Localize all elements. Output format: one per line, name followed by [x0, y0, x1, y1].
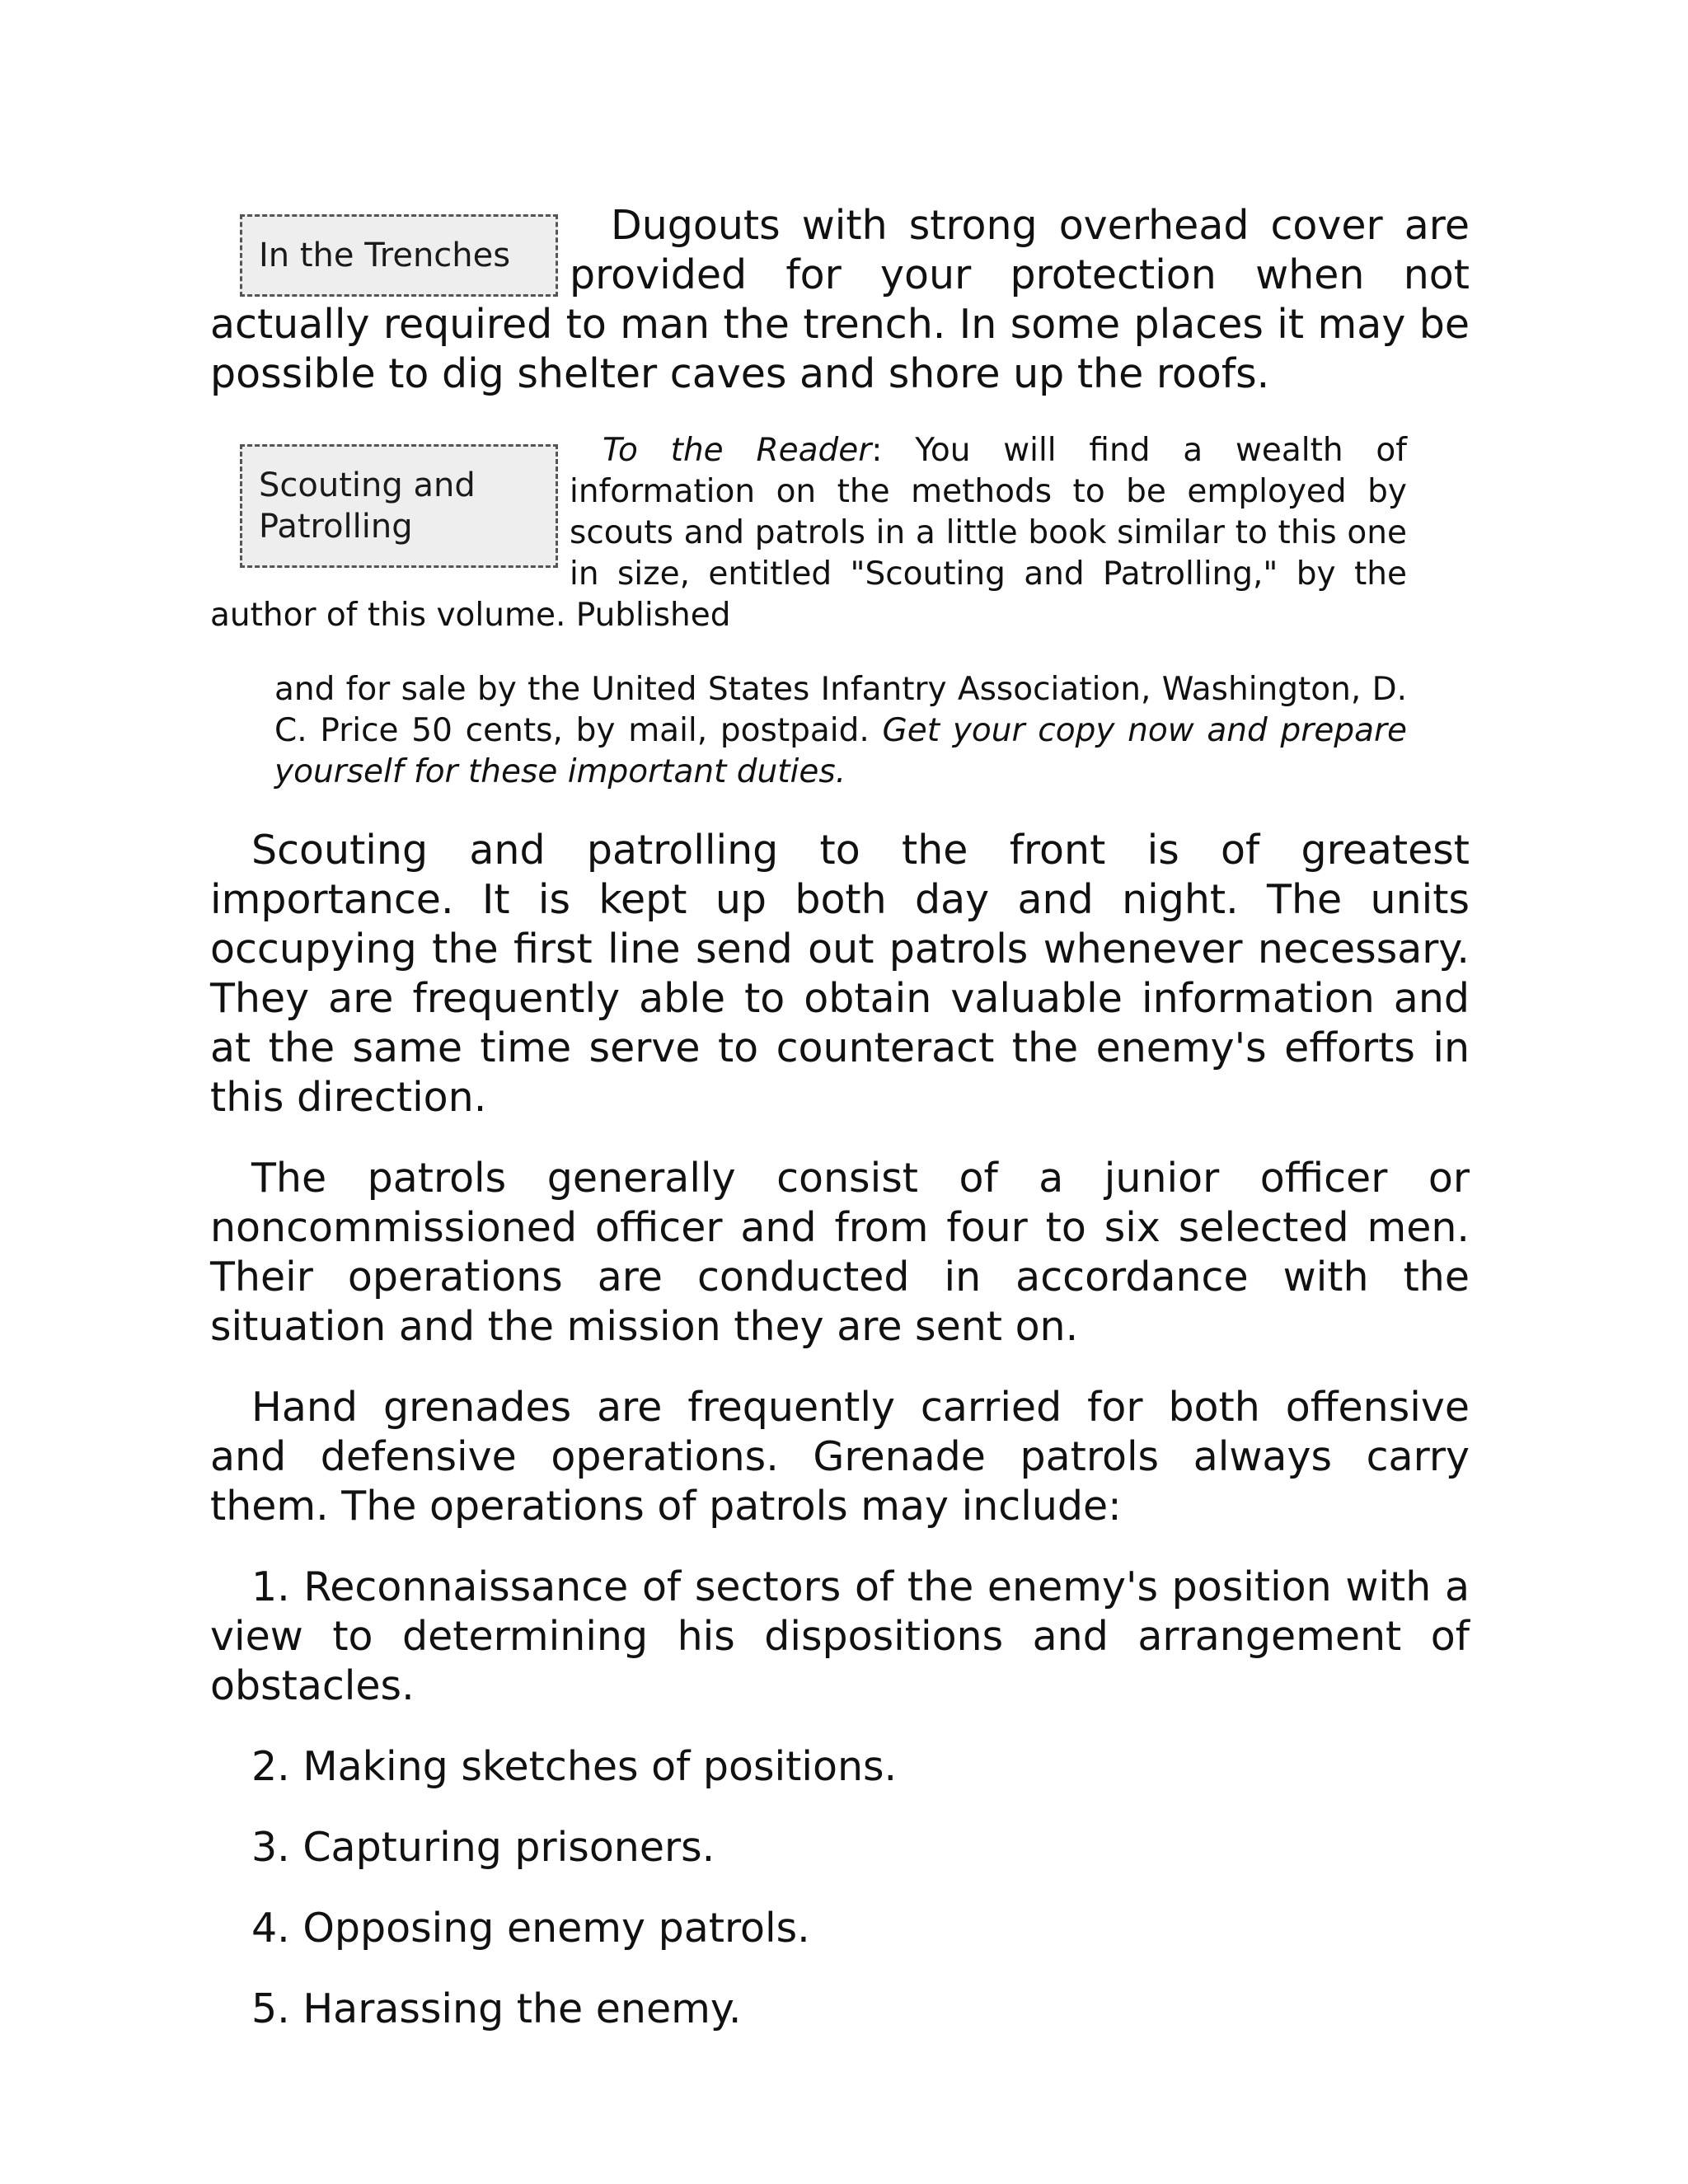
reader-note-text-2: and for sale by the United States Infantry Association, Washington, D. C. Price 50 cents, by mail, postpaid.	[274, 671, 1407, 749]
sidenote-in-the-trenches-text: In the Trenches	[259, 237, 511, 274]
sidenote-scouting-line-2: Patrolling	[259, 508, 413, 546]
paragraph-grenades: Hand grenades are frequently carried for both offensive and defensive operations. Grenade patrols always carry them. The operations of patrols may include:	[210, 1384, 1470, 1530]
reader-note-continued	[210, 669, 1407, 793]
paragraph-scouting: Scouting and patrolling to the front is of greatest importance. It is kept up both day and night. The units occupying the first line send out patrols whenever necessary. They are frequently able to obtain valuable information and at the same time serve to counteract the enemy's efforts in this direction.	[210, 827, 1470, 1121]
sidenote-scouting-line-1: Scouting and	[259, 466, 476, 504]
reader-note-continuation	[210, 669, 1407, 793]
list-item-5: 5. Harassing the enemy.	[251, 1985, 742, 2032]
list-item-4: 4. Opposing enemy patrols.	[251, 1905, 810, 1952]
reader-note-lead: To the Reader	[603, 432, 872, 469]
sidenote-scouting-and-patrolling	[240, 444, 558, 568]
sidenote-in-the-trenches	[240, 214, 558, 297]
document-page	[210, 201, 1470, 2034]
paragraph-patrols: The patrols generally consist of a junior officer or noncommissioned officer and from four to six selected men. Their operations are conducted in accordance with the situation and the mission they are sent on.	[210, 1155, 1470, 1350]
reader-note-closing: Get your copy now and prepare yourself for these important duties.	[274, 712, 1408, 790]
list-item-1: 1. Reconnaissance of sectors of the enemy's position with a view to determining his dispositions and arrangement of obstacles.	[210, 1563, 1470, 1709]
reader-note-text-1: : You will find a wealth of information on the methods to be employed by scouts and patrols in a little book similar to this one in size, entitled "Scouting and Patrolling," by the author of this volume. Published	[210, 432, 1407, 634]
list-item-2: 2. Making sketches of positions.	[251, 1743, 898, 1790]
paragraph-dugouts: Dugouts with strong overhead cover are provided for your protection when not actually required to man the trench. In some places it may be possible to dig shelter caves and shore up the roofs.	[210, 202, 1470, 397]
list-item-3: 3. Capturing prisoners.	[251, 1824, 715, 1871]
